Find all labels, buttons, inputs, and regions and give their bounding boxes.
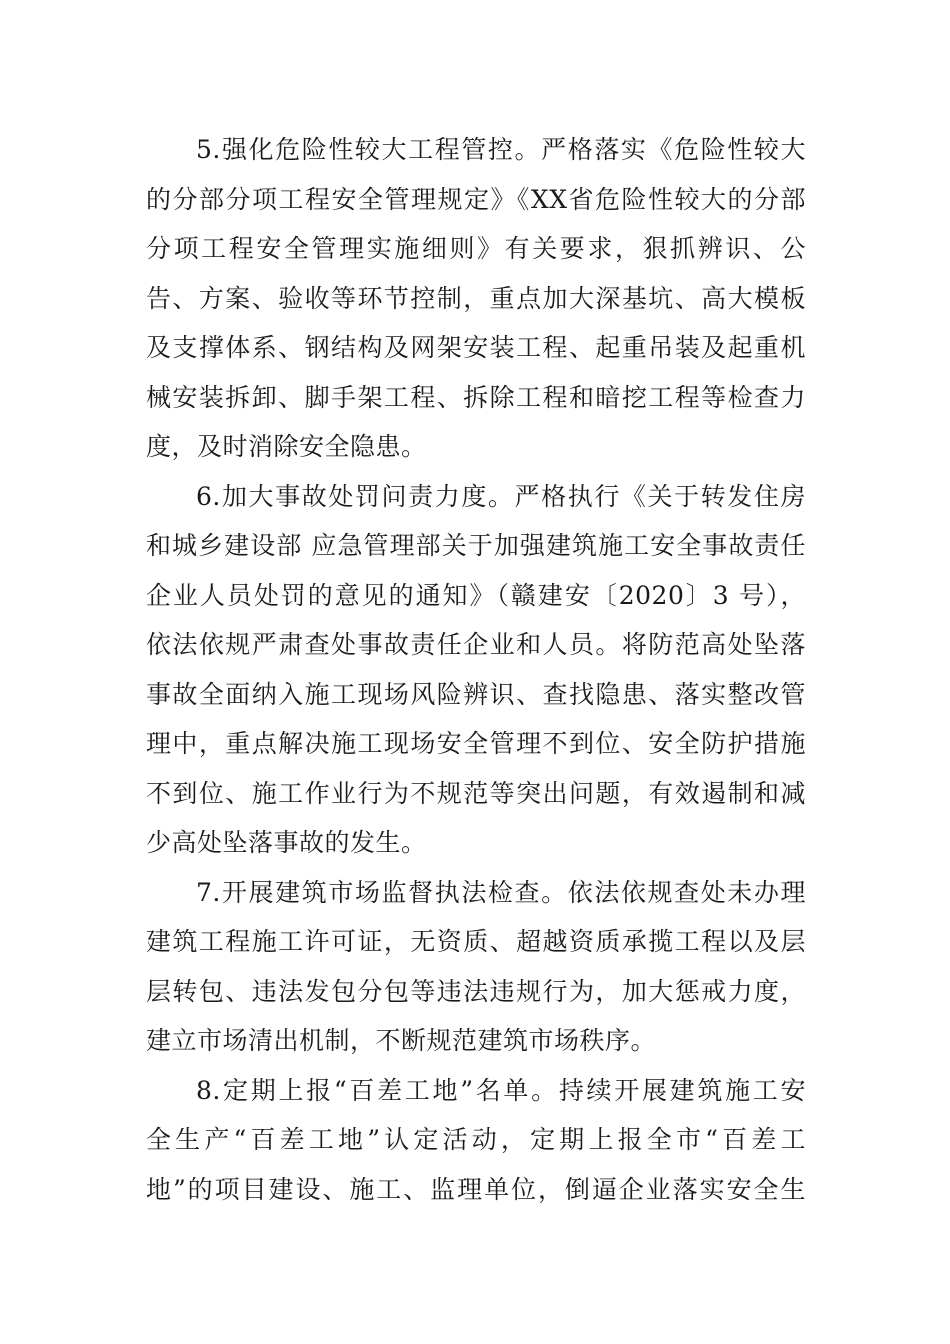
- paragraph-line: 的分部分项工程安全管理规定》《XX省危险性较大的分部: [146, 184, 806, 214]
- paragraph-6: [146, 472, 806, 868]
- paragraph-line: 告、方案、验收等环节控制，重点加大深基坑、高大模板: [146, 283, 806, 313]
- paragraph-line: 5.强化危险性较大工程管控。严格落实《危险性较大: [196, 135, 806, 164]
- paragraph-line: 不到位、施工作业行为不规范等突出问题，有效遏制和减: [146, 778, 806, 808]
- paragraph-5: [146, 125, 806, 472]
- paragraph-line: 理中，重点解决施工现场安全管理不到位、安全防护措施: [146, 729, 806, 758]
- paragraph-line: 全生产“百差工地”认定活动，定期上报全市“百差工: [146, 1125, 806, 1154]
- paragraph-line: 事故全面纳入施工现场风险辨识、查找隐患、落实整改管: [146, 679, 806, 709]
- paragraph-line: 及支撑体系、钢结构及网架安装工程、起重吊装及起重机: [146, 333, 806, 362]
- paragraph-line: 械安装拆卸、脚手架工程、拆除工程和暗挖工程等检查力: [146, 382, 806, 412]
- paragraph-line: 层转包、违法发包分包等违法违规行为，加大惩戒力度，: [146, 976, 806, 1006]
- paragraph-line: 少高处坠落事故的发生。: [146, 828, 427, 857]
- paragraph-8: [146, 1066, 806, 1215]
- paragraph-line: 企业人员处罚的意见的通知》（赣建安〔2020〕3 号），: [146, 580, 806, 610]
- paragraph-line: 8.定期上报“百差工地”名单。持续开展建筑施工安: [196, 1075, 806, 1105]
- paragraph-line: 6.加大事故处罚问责力度。严格执行《关于转发住房: [196, 481, 806, 511]
- paragraph-line: 地”的项目建设、施工、监理单位，倒逼企业落实安全生: [146, 1174, 806, 1204]
- paragraph-line: 度，及时消除安全隐患。: [146, 432, 427, 461]
- paragraph-line: 和城乡建设部 应急管理部关于加强建筑施工安全事故责任: [146, 531, 806, 560]
- paragraph-line: 依法依规严肃查处事故责任企业和人员。将防范高处坠落: [146, 630, 806, 659]
- paragraph-line: 建筑工程施工许可证，无资质、超越资质承揽工程以及层: [146, 927, 806, 956]
- document-body: [146, 125, 806, 1214]
- paragraph-line: 建立市场清出机制，不断规范建筑市场秩序。: [146, 1026, 657, 1055]
- paragraph-7: [146, 868, 806, 1066]
- paragraph-line: 7.开展建筑市场监督执法检查。依法依规查处未办理: [196, 877, 806, 907]
- paragraph-line: 分项工程安全管理实施细则》有关要求，狠抓辨识、公: [146, 234, 806, 263]
